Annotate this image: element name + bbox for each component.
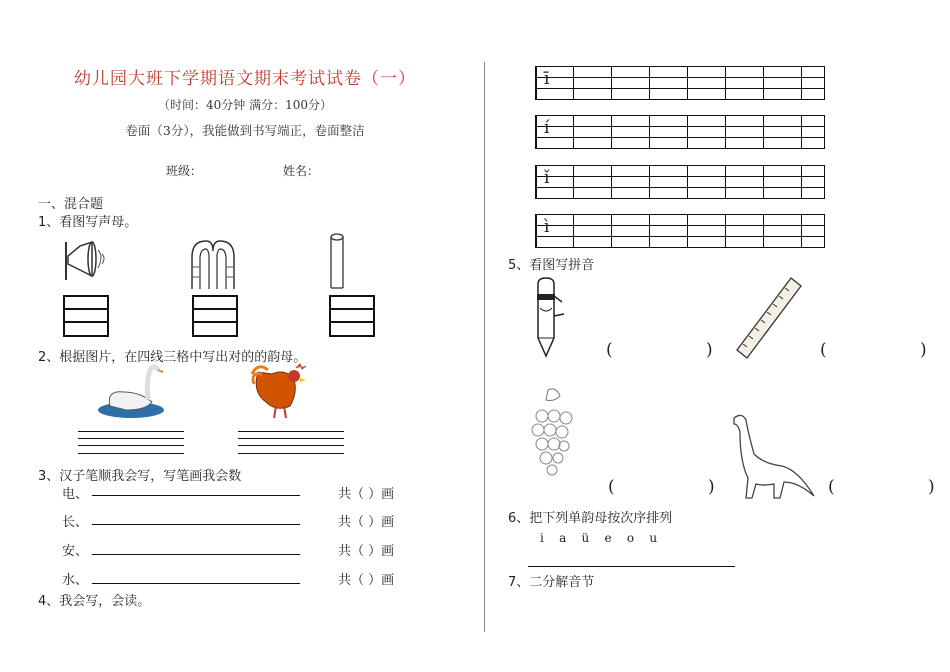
tone-writing-grid[interactable] [535, 66, 825, 100]
question-6: 6、把下列单韵母按次序排列 [508, 511, 673, 526]
question-7: 7、二分解音节 [508, 575, 595, 590]
stroke-char: 水、 [62, 573, 89, 588]
answer-line[interactable] [92, 554, 300, 555]
four-line-grid [78, 438, 184, 439]
answer-line[interactable] [528, 566, 735, 567]
answer-box[interactable] [329, 295, 375, 337]
stroke-char: 长、 [62, 515, 89, 530]
stroke-count: 共（ ）画 [338, 487, 395, 502]
pencil-image [528, 276, 572, 360]
four-line-grid [238, 453, 344, 454]
page-title: 幼儿园大班下学期语文期末考试试卷（一） [74, 69, 416, 89]
answer-line[interactable] [92, 495, 300, 496]
rooster-image [250, 362, 312, 420]
tone-writing-grid[interactable] [535, 214, 825, 248]
four-line-grid [238, 445, 344, 446]
answer-box[interactable] [63, 295, 109, 337]
grapes-image [528, 386, 574, 486]
tone-letter: í [544, 118, 550, 138]
paren-open: ( [606, 340, 613, 360]
stroke-count: 共（ ）画 [338, 573, 395, 588]
question-2: 2、根据图片，在四线三格中写出对的的韵母。 [38, 350, 307, 365]
paren-close: ) [708, 477, 715, 497]
paren-open: ( [820, 340, 827, 360]
answer-line[interactable] [92, 583, 300, 584]
arch-gate-image [188, 237, 238, 291]
four-line-grid [78, 445, 184, 446]
pillar-image [325, 232, 349, 292]
neatness-note: 卷面（3分），我能做到书写端正，卷面整洁 [125, 123, 365, 138]
paren-open: ( [828, 477, 835, 497]
loudspeaker-image [60, 236, 112, 284]
page-divider [484, 62, 485, 632]
question-5: 5、看图写拼音 [508, 258, 595, 273]
tone-letter: ī [544, 69, 550, 89]
stroke-char: 电、 [62, 487, 89, 502]
paren-close: ) [928, 477, 935, 497]
tone-writing-grid[interactable] [535, 115, 825, 149]
four-line-grid [238, 431, 344, 432]
tone-letter: ì [544, 217, 550, 237]
paren-close: ) [706, 340, 713, 360]
stroke-count: 共（ ）画 [338, 515, 395, 530]
dinosaur-image [728, 412, 816, 500]
paren-close: ) [920, 340, 927, 360]
four-line-grid [238, 438, 344, 439]
stroke-char: 安、 [62, 544, 89, 559]
four-line-grid [78, 431, 184, 432]
name-label: 姓名： [283, 164, 320, 178]
answer-box[interactable] [192, 295, 238, 337]
question-3: 3、汉子笔顺我会写，写笔画我会数 [38, 469, 242, 484]
answer-line[interactable] [92, 524, 300, 525]
section-heading: 一、混合题 [38, 197, 104, 212]
paren-open: ( [608, 477, 615, 497]
class-label: 班级： [166, 164, 203, 178]
tone-writing-grid[interactable] [535, 165, 825, 199]
tone-letter: ǐ [544, 168, 550, 188]
time-info: （时间：40分钟 满分：100分） [158, 98, 332, 112]
vowel-list: i a ü e o u [540, 531, 658, 545]
question-4: 4、我会写，会读。 [38, 594, 151, 609]
swan-image [96, 362, 166, 420]
stroke-count: 共（ ）画 [338, 544, 395, 559]
question-1: 1、看图写声母。 [38, 215, 138, 230]
four-line-grid [78, 453, 184, 454]
ruler-image [735, 276, 803, 360]
